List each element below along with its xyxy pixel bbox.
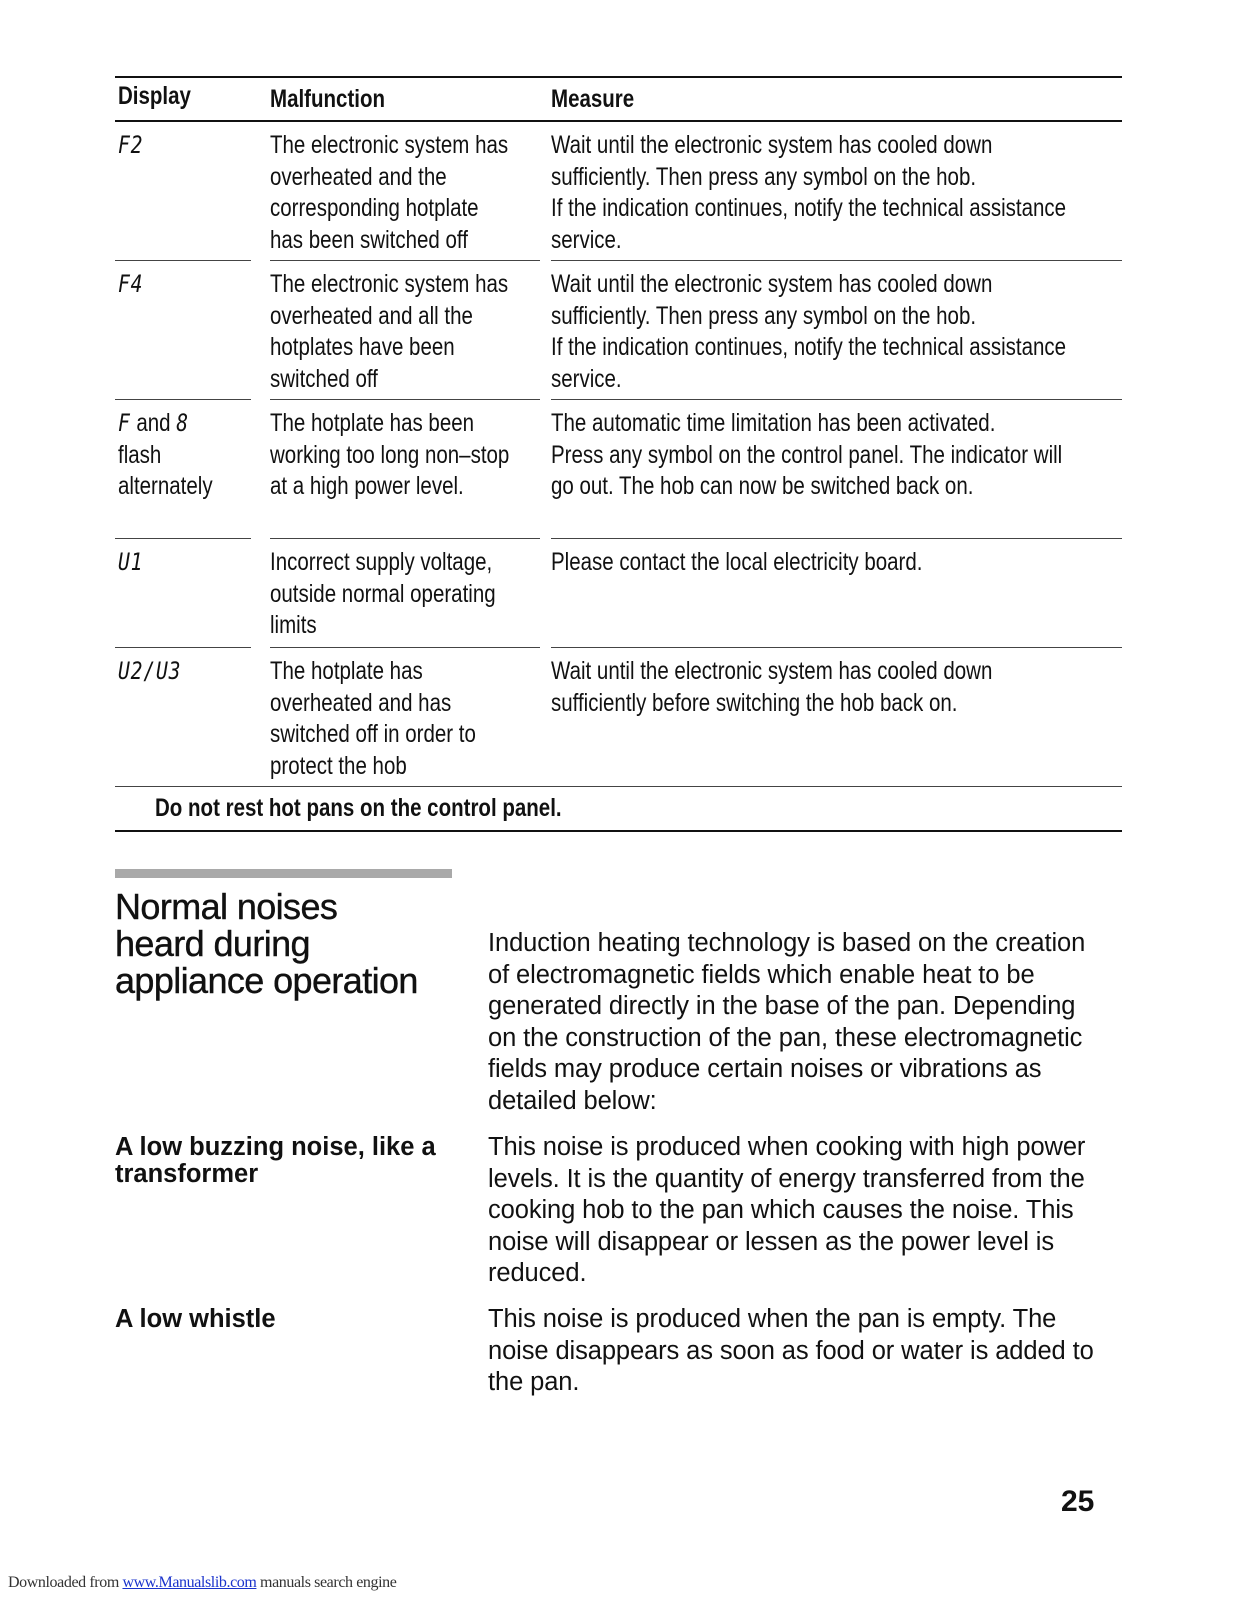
malfunction-cell: The electronic system has overheated and the corresponding hotplate has been switched off	[270, 131, 509, 254]
malfunction-cell: The electronic system has overheated and all the hotplates have been switched off	[270, 270, 509, 393]
malfunction-cell: Incorrect supply voltage, outside normal operating limits	[270, 548, 496, 639]
section-intro: Induction heating technology is based on the creation of electromagnetic fields which enable heat to be generated directly in the base of the pan. Depending on the construction of the pan, these electromagnetic fields may produce certain noises or vibrations as detailed below:	[488, 929, 1086, 1115]
noise-text-whistle: This noise is produced when the pan is empty. The noise disappears as soon as food or water is added to the pan.	[488, 1305, 1094, 1396]
page-number: 25	[1061, 1485, 1095, 1518]
measure-cell: Wait until the electronic system has cooled down sufficiently. Then press any symbol on the hob. If the indication continues, notify the technical assistance service.	[551, 131, 1067, 254]
display-code: F and 8 flash alternately	[118, 409, 213, 500]
table-note	[115, 786, 1122, 832]
footer-prefix: Downloaded from	[8, 1574, 123, 1591]
table-row	[115, 122, 1122, 261]
display-code: U1	[118, 548, 144, 576]
table-row	[115, 648, 1122, 787]
table-bottom-rule	[115, 830, 1122, 832]
table-row	[115, 261, 1122, 400]
malfunction-cell: The hotplate has overheated and has switched off in order to protect the hob	[270, 657, 476, 780]
manualslib-link[interactable]: www.Manualslib.com	[122, 1574, 257, 1591]
header-measure: Measure	[551, 85, 635, 113]
measure-cell: Wait until the electronic system has cooled down sufficiently before switching the hob back on.	[551, 657, 993, 717]
display-code: F2	[118, 131, 144, 159]
download-footer	[8, 1574, 396, 1592]
noise-heading-whistle: A low whistle	[115, 1305, 276, 1333]
measure-cell: The automatic time limitation has been activated. Press any symbol on the control panel. The indicator will go out. The hob can now be switched back on.	[551, 409, 1063, 500]
note-text: Do not rest hot pans on the control panel.	[155, 794, 562, 822]
table-row	[115, 400, 1122, 539]
malfunction-cell: The hotplate has been working too long non–stop at a high power level.	[270, 409, 510, 500]
section-accent-bar	[115, 869, 452, 878]
footer-suffix: manuals search engine	[256, 1574, 397, 1591]
table-row	[115, 539, 1122, 648]
noise-text-buzzing: This noise is produced when cooking with high power levels. It is the quantity of energy transferred from the cooking hob to the pan which causes the noise. This noise will disappear or lessen as the power level is reduced.	[488, 1133, 1086, 1287]
section-title: Normal noises heard during appliance operation	[115, 886, 418, 1001]
measure-cell: Please contact the local electricity board.	[551, 548, 923, 576]
display-code: U2/U3	[118, 657, 182, 685]
noise-heading-buzzing: A low buzzing noise, like a transformer	[115, 1133, 436, 1188]
display-code: F4	[118, 270, 144, 298]
header-malfunction: Malfunction	[270, 85, 386, 113]
header-display: Display	[118, 82, 191, 110]
measure-cell: Wait until the electronic system has cooled down sufficiently. Then press any symbol on the hob. If the indication continues, notify the technical assistance service.	[551, 270, 1067, 393]
table-top-rule	[115, 76, 1122, 78]
